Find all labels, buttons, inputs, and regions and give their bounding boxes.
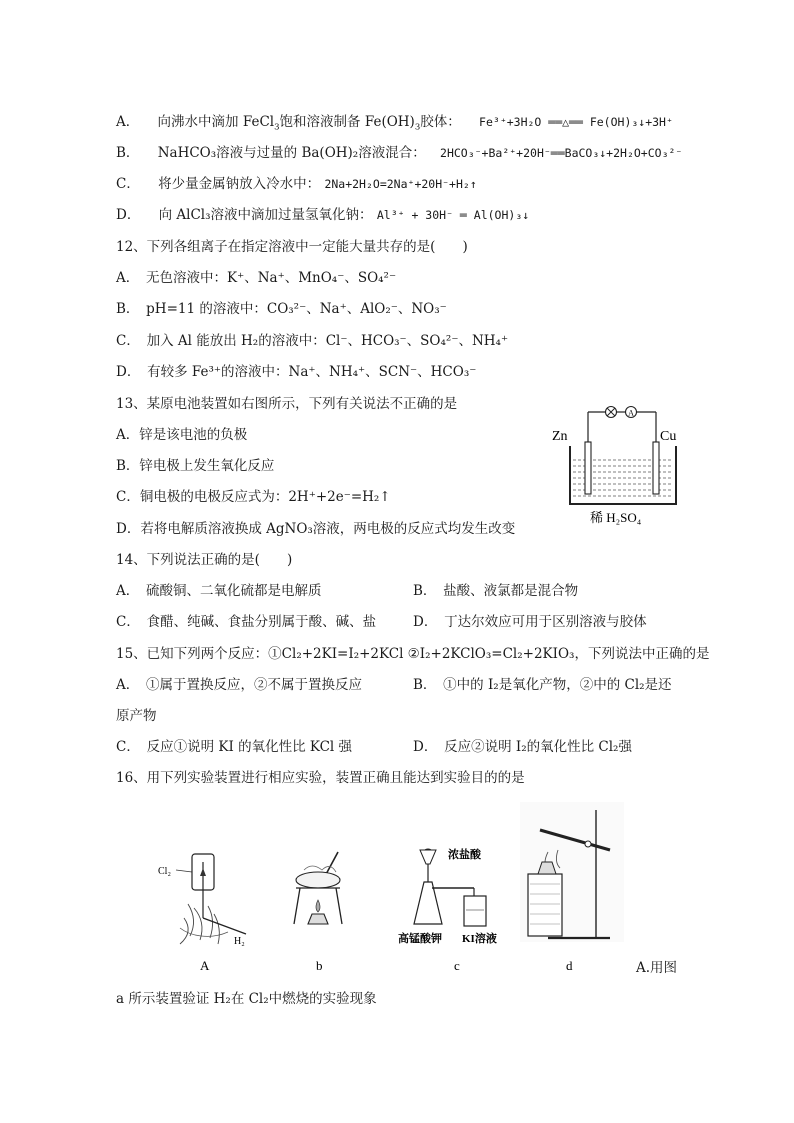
apparatus-d-label: d xyxy=(566,958,573,973)
option-text: NaHCO₃溶液与过量的 Ba(OH)₂溶液混合： xyxy=(157,145,426,161)
q16-option-a-continued: a 所示装置验证 H₂在 Cl₂中燃烧的实验现象 xyxy=(116,991,377,1007)
apparatus-a-figure xyxy=(150,848,260,978)
galvanic-cell-diagram xyxy=(548,398,698,526)
cl2-label: Cl₂ xyxy=(158,866,171,877)
q15-stem: 15、已知下列两个反应：①Cl₂+2KI=I₂+2KCl ②I₂+2KClO₃=Cl₂+2KIO₃，下列说法中正确的是 xyxy=(116,646,710,662)
apparatus-c-diagram xyxy=(396,838,516,978)
q11-option-b xyxy=(116,143,682,163)
apparatus-c-label: c xyxy=(454,958,460,973)
apparatus-a-label: A xyxy=(200,958,210,973)
q15-option-a: A． ①属于置换反应，②不属于置换反应 xyxy=(116,677,362,693)
q12-stem: 12、下列各组离子在指定溶液中一定能大量共存的是( ) xyxy=(116,239,468,255)
q15-option-d: D． 反应②说明 I₂的氧化性比 Cl₂强 xyxy=(413,739,632,755)
q12-option-c: C． 加入 Al 能放出 H₂的溶液中：Cl⁻、HCO₃⁻、SO₄²⁻、NH₄⁺ xyxy=(116,333,509,349)
q14-stem: 14、下列说法正确的是( ) xyxy=(116,552,293,568)
q11-option-d xyxy=(116,205,529,225)
q13-stem: 13、某原电池装置如右图所示，下列有关说法不正确的是 xyxy=(116,396,458,412)
q16-stem: 16、用下列实验装置进行相应实验，装置正确且能达到实验目的的是 xyxy=(116,770,525,786)
option-text: 将少量金属钠放入冷水中： xyxy=(158,176,321,192)
evaporating-dish xyxy=(296,872,340,888)
option-text: 饱和溶液制备 Fe(OH) xyxy=(279,114,415,130)
option-letter: B． xyxy=(116,145,140,161)
q13-option-a: A．锌是该电池的负极 xyxy=(116,427,248,443)
q14-option-b: B． 盐酸、液氯都是混合物 xyxy=(413,583,579,599)
q15-option-b-continued: 原产物 xyxy=(116,708,157,724)
q14-option-c: C． 食醋、纯碱、食盐分别属于酸、碱、盐 xyxy=(116,614,377,630)
zn-label: Zn xyxy=(552,429,568,444)
equation: Fe³⁺+3H₂O ══△══ Fe(OH)₃↓+3H⁺ xyxy=(479,115,673,129)
apparatus-a-diagram xyxy=(150,848,260,978)
ki-label: KI溶液 xyxy=(462,933,497,945)
wooden-block xyxy=(528,874,562,936)
cu-electrode xyxy=(653,442,659,494)
equation: 2HCO₃⁻+Ba²⁺+20H⁻══BaCO₃↓+2H₂O+CO₃²⁻ xyxy=(440,146,683,160)
q11-option-a: A． 向沸水中滴加 FeCl$_3$饱和溶液制备 $Fe(OH)_3$胶体： Fe³⁺+3H₂O ══△══ Fe(OH)₃↓+3H⁺ xyxy=(116,114,673,133)
q13-option-b: B．锌电极上发生氧化反应 xyxy=(116,458,275,474)
acid-label: 浓盐酸 xyxy=(448,849,481,861)
alcohol-lamp xyxy=(308,914,328,924)
option-text: 向 AlCl₃溶液中滴加过量氢氧化钠： xyxy=(158,207,373,223)
zn-electrode xyxy=(585,442,591,494)
electrolyte-caption: 稀 H₂SO₄ xyxy=(590,510,642,525)
q12-option-a: A． 无色溶液中：K⁺、Na⁺、MnO₄⁻、SO₄²⁻ xyxy=(116,270,397,286)
apparatus-d-figure xyxy=(518,800,628,978)
q12-option-d: D． 有较多 Fe³⁺的溶液中：Na⁺、NH₄⁺、SCN⁻、HCO₃⁻ xyxy=(116,364,477,380)
cu-label: Cu xyxy=(660,429,677,444)
apparatus-b-diagram xyxy=(282,848,362,978)
q14-option-d: D． 丁达尔效应可用于区别溶液与胶体 xyxy=(413,614,647,630)
q12-option-b: B． pH=11 的溶液中：CO₃²⁻、Na⁺、AlO₂⁻、NO₃⁻ xyxy=(116,301,447,317)
apparatus-b-label: b xyxy=(316,958,323,973)
equation: 2Na+2H₂O=2Na⁺+20H⁻+H₂↑ xyxy=(324,177,477,191)
galvanic-cell-figure xyxy=(548,398,698,526)
q13-option-c: C．铜电极的电极反应式为：2H⁺+2e⁻=H₂↑ xyxy=(116,489,391,505)
test-beaker xyxy=(464,896,486,926)
q11-option-c xyxy=(116,174,477,194)
option-letter: A． xyxy=(116,114,140,130)
q16-option-a-start: A.用图 xyxy=(636,960,678,976)
ammeter-label: A xyxy=(628,408,634,418)
q14-option-a: A． 硫酸铜、二氧化硫都是电解质 xyxy=(116,583,322,599)
q15-option-b: B． ①中的 I₂是氧化产物，②中的 Cl₂是还 xyxy=(413,677,672,693)
kmno4-label: 高锰酸钾 xyxy=(398,933,442,945)
option-letter: D． xyxy=(116,207,141,223)
apparatus-b-figure xyxy=(282,848,362,978)
apparatus-d-diagram xyxy=(518,800,628,978)
option-text: 胶体： xyxy=(420,114,461,130)
option-text: 向沸水中滴加 FeCl xyxy=(157,114,275,130)
apparatus-c-figure xyxy=(396,838,516,978)
q15-option-c: C． 反应①说明 KI 的氧化性比 KCl 强 xyxy=(116,739,353,755)
q13-option-d: D．若将电解质溶液换成 AgNO₃溶液，两电极的反应式均发生改变 xyxy=(116,521,516,537)
h2-label: H₂ xyxy=(234,936,245,947)
option-letter: C． xyxy=(116,176,140,192)
equation: Al³⁺ + 30H⁻ ═ Al(OH)₃↓ xyxy=(376,208,530,222)
